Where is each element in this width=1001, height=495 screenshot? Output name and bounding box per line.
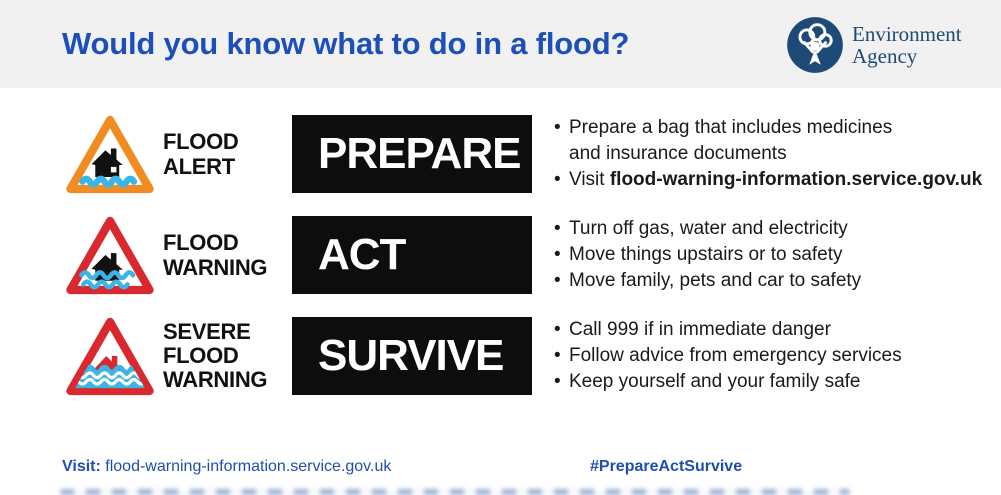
action-box-survive <box>292 317 532 395</box>
action-word: SURVIVE <box>318 331 504 380</box>
advice-item: • Follow advice from emergency services <box>554 343 902 369</box>
page-title: Would you know what to do in a flood? <box>62 26 630 61</box>
action-box-act <box>292 216 532 294</box>
advice-list-prepare <box>554 115 982 193</box>
advice-list-act <box>554 216 861 294</box>
action-word: PREPARE <box>318 129 521 178</box>
level-label-flood-alert: FLOOD ALERT <box>163 129 239 179</box>
cropped-bottom-artifact <box>60 489 850 495</box>
environment-agency-tree-icon <box>786 16 844 74</box>
environment-agency-wordmark: Environment Agency <box>852 22 962 68</box>
flood-service-url[interactable]: flood-warning-information.service.gov.uk <box>609 169 983 190</box>
flood-alert-icon <box>64 111 156 197</box>
advice-item: • Move family, pets and car to safety <box>554 268 861 294</box>
advice-item: • Keep yourself and your family safe <box>554 369 902 395</box>
environment-agency-logo <box>786 16 962 74</box>
advice-item: • Move things upstairs or to safety <box>554 242 861 268</box>
advice-item: • Visit flood-warning-information.service.gov.uk <box>554 167 982 193</box>
warning-levels <box>62 106 1001 409</box>
action-box-prepare <box>292 115 532 193</box>
severe-flood-warning-icon <box>64 313 156 399</box>
level-label-severe-flood-warning: SEVERE FLOOD WARNING <box>163 319 268 392</box>
advice-list-survive <box>554 317 902 395</box>
footer-visit-link[interactable]: Visit: flood-warning-information.service.gov.uk <box>62 458 392 475</box>
action-word: ACT <box>318 230 406 279</box>
advice-item: • Prepare a bag that includes medicines and insurance documents <box>554 115 982 167</box>
header-band <box>0 0 1001 88</box>
advice-item: • Call 999 if in immediate danger <box>554 317 902 343</box>
hashtag-prepare-act-survive[interactable]: #PrepareActSurvive <box>590 458 743 475</box>
row-flood-alert <box>62 106 1001 202</box>
row-severe-flood-warning <box>62 308 1001 404</box>
level-label-flood-warning: FLOOD WARNING <box>163 230 268 280</box>
flood-warning-icon <box>64 212 156 298</box>
advice-item: • Turn off gas, water and electricity <box>554 216 861 242</box>
row-flood-warning <box>62 207 1001 303</box>
